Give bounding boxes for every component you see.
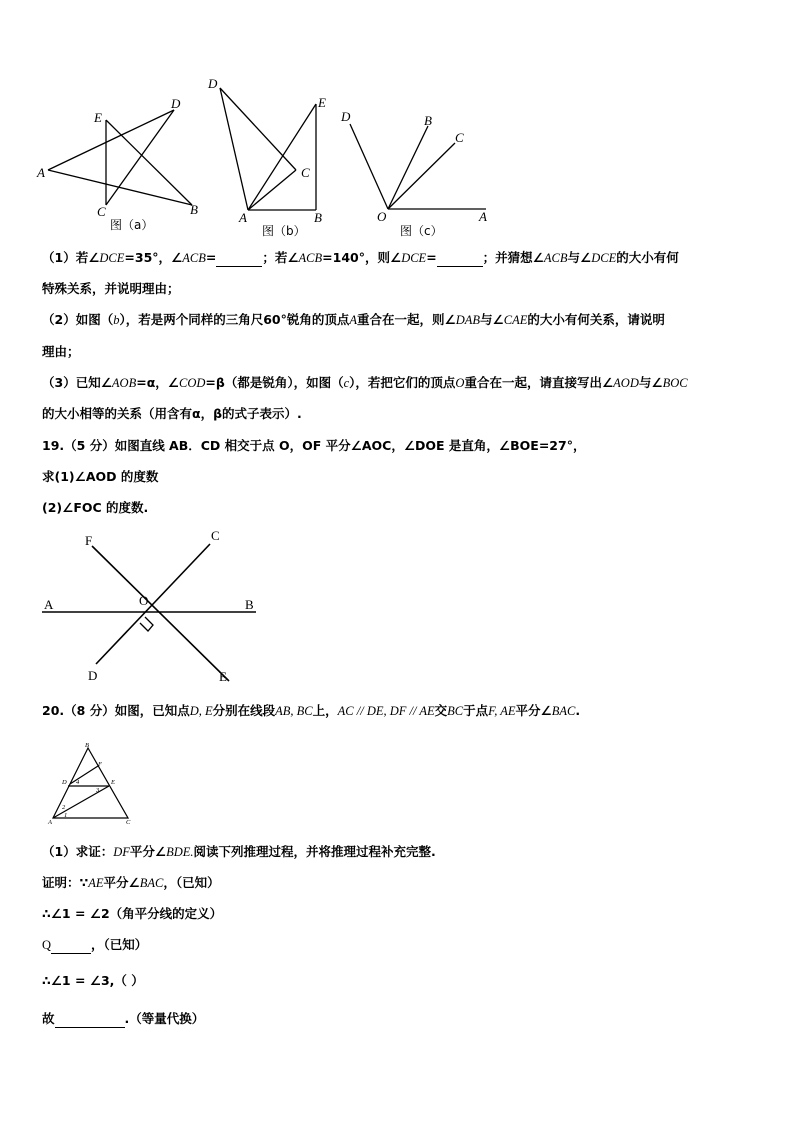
q18-math: CAE xyxy=(503,313,528,327)
fig-a-label-D: D xyxy=(171,96,181,111)
q19-line1: 19.（5 分）如图直线 AB．CD 相交于点 O，OF 平分∠AOC，∠DOE 是直角，∠BOE=27°， xyxy=(42,438,586,453)
q20-text: 上， xyxy=(312,703,338,718)
fig-c-label-D: D xyxy=(341,109,351,124)
q19-label-B: B xyxy=(245,597,254,612)
q18-part2-line2: 理由； xyxy=(42,344,80,359)
q20-label-4: 4 xyxy=(76,779,80,786)
q20-text: Q xyxy=(42,938,52,952)
q20-math: D, E xyxy=(189,704,213,718)
q20-proof-line1 xyxy=(42,874,762,892)
q20-text: （1）求证： xyxy=(42,844,114,859)
fig-a-label-B: B xyxy=(190,202,198,217)
fig-b-label-E: E xyxy=(318,95,326,110)
q19-label-C: C xyxy=(211,528,220,543)
q18-text: （3）已知∠ xyxy=(42,375,112,390)
q20-proof-line2: ∴∠1 = ∠2（角平分线的定义） xyxy=(42,906,223,921)
figures-top xyxy=(0,0,794,245)
fig-c-caption: 图（c） xyxy=(400,224,443,238)
q18-text: =α，∠ xyxy=(136,375,179,390)
q20-proof-line4: ∴∠1 = ∠3,（ ） xyxy=(42,973,144,988)
q20-math: AB, BC xyxy=(275,704,313,718)
q18-math: b xyxy=(113,313,120,327)
answer-blank[interactable] xyxy=(55,1013,125,1028)
fig-c-label-B: B xyxy=(424,113,432,128)
q19-label-D: D xyxy=(88,668,98,683)
q20-math: BAC xyxy=(139,876,164,890)
q18-text: = xyxy=(205,250,217,265)
q20-label-F: F xyxy=(98,761,102,768)
q20-text: 故 xyxy=(42,1011,55,1026)
q20-text: 分别在线段 xyxy=(212,703,276,718)
q18-text: 与∠ xyxy=(567,250,592,265)
q20-text: . xyxy=(575,703,581,718)
q20-text: 交 xyxy=(434,703,448,718)
q20-math: AE xyxy=(88,876,104,890)
figure-c xyxy=(350,124,486,209)
answer-blank[interactable] xyxy=(51,939,91,954)
q18-math: BOC xyxy=(662,376,688,390)
q20-text: .（等量代换） xyxy=(124,1011,205,1026)
q20-text: 平分∠ xyxy=(129,844,167,859)
q18-text: 重合在一起，请直接写出∠ xyxy=(464,375,614,390)
q19-label-A: A xyxy=(44,597,54,612)
q20-label-2: 2 xyxy=(62,804,66,811)
figure-b xyxy=(220,88,316,210)
q18-math: c xyxy=(343,376,350,390)
answer-blank[interactable] xyxy=(216,252,262,267)
q18-math: DCE xyxy=(401,251,427,265)
fig-b-label-C: C xyxy=(301,165,310,180)
q18-text: 与∠ xyxy=(638,375,663,390)
q18-text: =35°，∠ xyxy=(124,250,183,265)
q20-text: 平分∠ xyxy=(103,875,140,890)
q20-text: ，（已知） xyxy=(163,875,220,890)
q18-math: A xyxy=(349,313,357,327)
q18-text: 的大小有何关系，请说明 xyxy=(527,312,665,327)
q20-text: 阅读下列推理过程，并将推理过程补充完整. xyxy=(193,844,436,859)
fig-b-label-A: A xyxy=(239,210,247,225)
q20-label-E: E xyxy=(111,779,115,786)
fig-b-label-B: B xyxy=(314,210,322,225)
q18-math: DAB xyxy=(455,313,481,327)
q18-text: ），若把它们的顶点 xyxy=(349,375,456,390)
q20-math: BAC xyxy=(551,704,576,718)
q18-math: O xyxy=(455,376,465,390)
q18-text: ），若是两个同样的三角尺60°锐角的顶点 xyxy=(119,312,350,327)
q18-text: （1）若∠ xyxy=(42,250,100,265)
fig-c-label-O: O xyxy=(377,209,387,224)
q19-label-E: E xyxy=(219,669,227,684)
q18-part3-line2: 的大小相等的关系（用含有α，β的式子表示）. xyxy=(42,406,302,421)
q20-label-3: 3 xyxy=(96,787,100,794)
q20-text: 于点 xyxy=(463,703,489,718)
q18-math: COD xyxy=(179,376,206,390)
q18-math: ACB xyxy=(182,251,206,265)
q20-proof-line3 xyxy=(42,936,762,954)
q20-math: BDE. xyxy=(166,845,194,859)
q20-math: DF xyxy=(113,845,130,859)
q20-text: 证明：∵ xyxy=(42,875,89,890)
q20-line1 xyxy=(42,702,762,720)
fig-a-label-E: E xyxy=(94,110,102,125)
q18-text: （2）如图（ xyxy=(42,312,114,327)
q20-figure xyxy=(0,740,794,830)
fig-b-label-D: D xyxy=(208,76,218,91)
q20-label-B: B xyxy=(85,742,89,749)
q18-math: ACB xyxy=(543,251,568,265)
q20-math: BC xyxy=(447,704,464,718)
q20-label-C: C xyxy=(126,819,131,826)
q19-line3: (2)∠FOC 的度数. xyxy=(42,500,149,515)
fig-a-caption: 图（a） xyxy=(110,218,154,232)
answer-blank[interactable] xyxy=(437,252,483,267)
q20-label-A: A xyxy=(48,819,52,826)
figure-a xyxy=(48,110,192,205)
q18-text: ；并猜想∠ xyxy=(482,250,544,265)
q19-figure xyxy=(0,520,794,690)
q18-math: AOB xyxy=(111,376,137,390)
q18-math: DCE xyxy=(591,251,617,265)
q18-text: 与∠ xyxy=(480,312,504,327)
q18-math: AOD xyxy=(613,376,639,390)
q20-label-D: D xyxy=(62,779,67,786)
fig-b-caption: 图（b） xyxy=(262,224,306,238)
q20-text: ，（已知） xyxy=(91,937,148,952)
q19-label-O: O xyxy=(139,593,149,608)
q18-text: ；若∠ xyxy=(262,250,299,265)
fig-a-label-C: C xyxy=(97,204,106,219)
q20-part1 xyxy=(42,843,762,861)
fig-a-label-A: A xyxy=(37,165,45,180)
fig-c-label-C: C xyxy=(455,130,464,145)
q18-text: =140°，则∠ xyxy=(322,250,402,265)
q18-part2-line1 xyxy=(42,311,762,329)
q18-math: DCE xyxy=(99,251,125,265)
fig-c-label-A: A xyxy=(479,209,487,224)
q18-text: 重合在一起，则∠ xyxy=(357,312,456,327)
q18-part1-line1 xyxy=(42,249,762,267)
q19-label-F: F xyxy=(85,533,93,548)
q18-text: =β（都是锐角），如图（ xyxy=(205,375,344,390)
q19-line2: 求(1)∠AOD 的度数 xyxy=(42,469,159,484)
q20-text: 20.（8 分）如图，已知点 xyxy=(42,703,190,718)
q18-part3-line1 xyxy=(42,374,762,392)
q20-proof-line5 xyxy=(42,1010,762,1028)
q18-text: = xyxy=(426,250,437,265)
q18-math: ACB xyxy=(298,251,323,265)
q18-text: 的大小有何 xyxy=(616,250,679,265)
q18-part1-line2: 特殊关系，并说明理由； xyxy=(42,281,180,296)
q20-text: 平分∠ xyxy=(515,703,552,718)
q20-math: AC // DE, DF // AE xyxy=(337,704,435,718)
q20-label-1: 1 xyxy=(64,812,68,819)
q20-math: F, AE xyxy=(488,704,516,718)
